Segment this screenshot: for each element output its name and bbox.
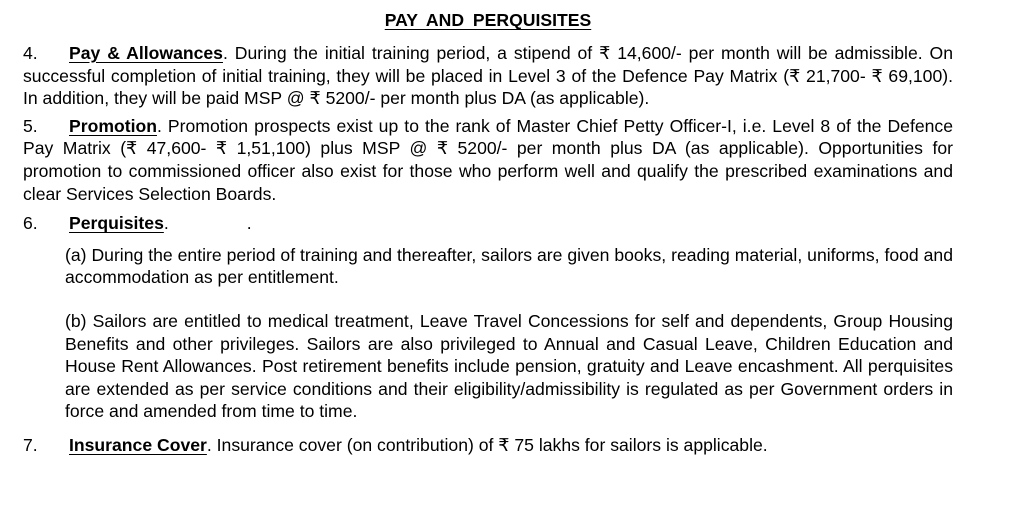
perquisites-sub-b: (b) Sailors are entitled to medical treatment, Leave Travel Concessions for self and dependents, Group Housing Benefits and other privileges. Sailors are also privileged to Annual and Casual Leave, Children Education and House Rent Allowances. Post retirement benefits include pension, gratuity and Leave encashment. All perquisites are extended as per service conditions and their eligibility/admissibility is regulated as per Government orders in force and amended from time to time. bbox=[65, 310, 953, 422]
stray-dot: . bbox=[246, 213, 252, 234]
section-heading: Pay & Allowances bbox=[69, 43, 223, 63]
section-text: . Promotion prospects exist up to the rank of Master Chief Petty Officer-I, i.e. Level 8 of the Defence Pay Matrix (₹ 47,600- ₹ 1,51,100) plus MSP @ ₹ 5200/- per month plus DA (as applicable). Opportunities for promotion to commissioned officer also exist for those who perform well and qualify the prescribed examinations and clear Services Selection Boards. bbox=[23, 115, 953, 204]
document-body bbox=[23, 8, 953, 457]
perquisites-sub-a: (a) During the entire period of training and thereafter, sailors are given books, reading material, uniforms, food and accommodation as per entitlement. bbox=[65, 244, 953, 288]
section-heading: Insurance Cover bbox=[69, 434, 207, 455]
section-heading: Perquisites bbox=[69, 213, 164, 234]
section-perquisites bbox=[23, 212, 953, 235]
section-insurance-cover bbox=[23, 434, 953, 457]
section-number: 6. bbox=[23, 213, 38, 234]
section-text: . During the initial training period, a stipend of ₹ 14,600/- per month will be admissible. On successful completion of initial training, they will be placed in Level 3 of the Defence Pay Matrix (₹ 21,700- ₹ 69,100). In addition, they will be paid MSP @ ₹ 5200/- per month plus DA (as applicable). bbox=[23, 43, 953, 109]
page-title: PAY AND PERQUISITES bbox=[384, 10, 592, 30]
section-text: . bbox=[163, 213, 169, 234]
section-pay-allowances bbox=[23, 42, 953, 110]
section-number: 5. bbox=[23, 115, 38, 136]
section-text: . Insurance cover (on contribution) of ₹ 75 lakhs for sailors is applicable. bbox=[206, 434, 768, 455]
section-heading: Promotion bbox=[69, 115, 157, 136]
section-number: 7. bbox=[23, 434, 38, 455]
section-number: 4. bbox=[23, 43, 38, 63]
section-promotion bbox=[23, 115, 953, 205]
